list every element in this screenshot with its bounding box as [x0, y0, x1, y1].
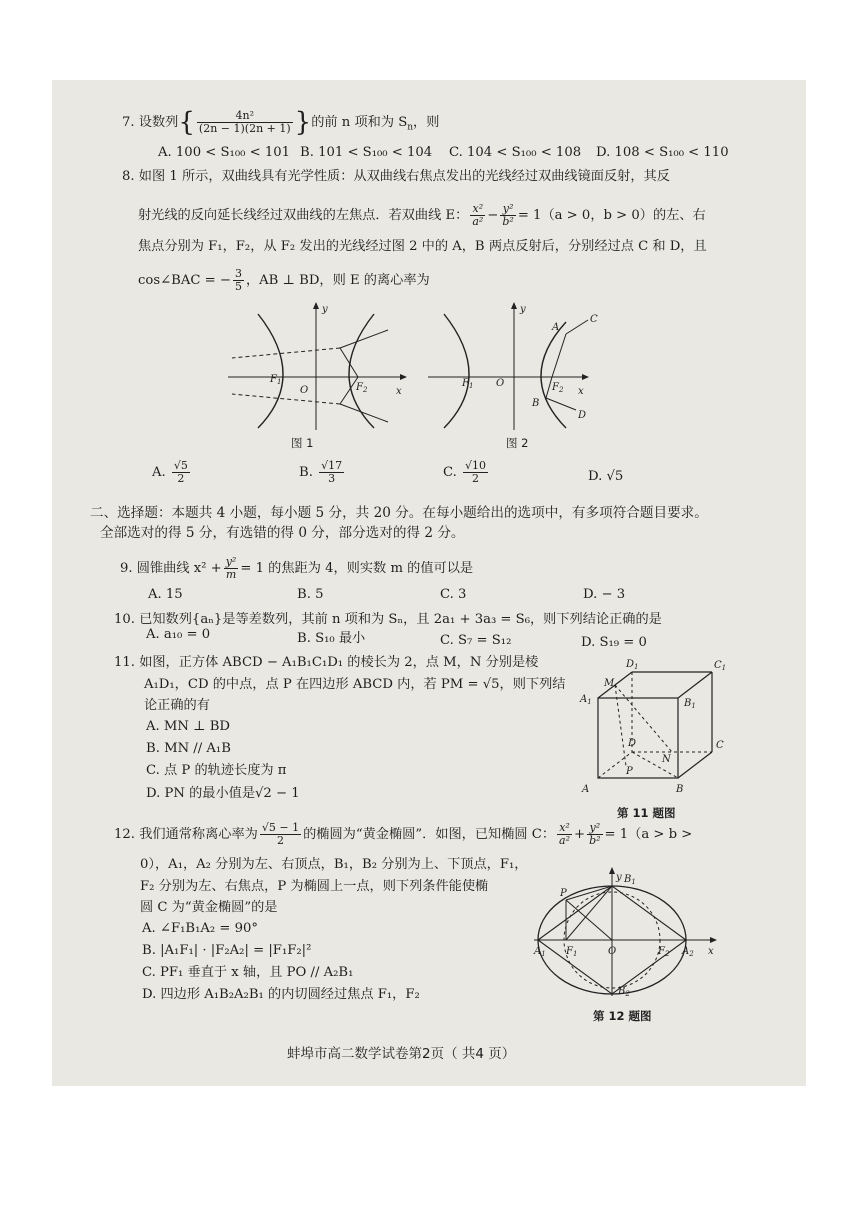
fig2-right-branch	[541, 322, 566, 428]
svg-text:M: M	[604, 678, 615, 689]
section2-title: 二、选择题：本题共 4 小题，每小题 5 分，共 20 分。在每小题给出的选项中，有多项符合题目要求。	[90, 505, 708, 521]
svg-text:D: D	[578, 410, 587, 421]
q8-option-c: C. $\frac{√10}{2}$	[443, 459, 487, 485]
svg-text:B: B	[676, 784, 684, 795]
q11-line1: 11. 如图，正方体 ABCD − A₁B₁C₁D₁ 的棱长为 2，点 M，N 分别是棱	[114, 655, 539, 670]
svg-text:x: x	[396, 386, 402, 397]
q10-option-d: D. S₁₉ = 0	[581, 635, 647, 650]
q11-caption: 第 11 题图	[617, 806, 676, 820]
svg-text:B1: $B_1$	[624, 874, 636, 886]
q12-option-d: D. 四边形 A₁B₂A₂B₁ 的内切圆经过焦点 F₁，F₂	[142, 987, 420, 1002]
svg-text:D: D	[628, 738, 637, 749]
svg-text:F1: $F_1$	[566, 946, 578, 958]
q8-line1: 8. 如图 1 所示，双曲线具有光学性质：从双曲线右焦点发出的光线经过双曲线镜面反射，其反	[122, 169, 670, 184]
q11-option-b: B. MN // A₁B	[146, 741, 231, 756]
q11-line2: A₁D₁，CD 的中点，点 P 在四边形 ABCD 内，若 PM = √5，则下列结	[144, 677, 566, 692]
svg-text:B: B	[532, 398, 540, 409]
svg-text:N: N	[662, 754, 671, 765]
fig2-caption: 图 2	[506, 436, 529, 450]
q11-cube-figure	[574, 654, 734, 804]
q8-figure-1	[228, 300, 408, 432]
svg-text:A1: $A_1$	[580, 694, 592, 706]
svg-text:A: A	[552, 322, 560, 333]
svg-text:F2: $F_2$	[356, 382, 368, 394]
q7-stem: 7. 设数列{ $\frac{\text{4n²}}{(2n - 1)(2n + 1)}$ }的前 n 项和为 $S_n$，则	[122, 107, 440, 138]
svg-text:B2: $B_2$	[618, 986, 630, 998]
q9-option-c: C. 3	[440, 587, 467, 602]
q12-line1: 12. 我们通常称离心率为 $\frac{√5 - 1}{2}$ 的椭圆为“黄金椭圆”．如图，已知椭圆 C： $\frac{\text{x²}}{\text{a²}}$ + $\frac{\text{y²}}{\text{b²}}$ = 1（a > b >	[114, 821, 693, 847]
svg-text:x: x	[578, 386, 584, 397]
svg-text:O: O	[300, 385, 309, 396]
svg-text:C1: $C_1$	[714, 660, 727, 672]
q7-option-b: B. 101 < S₁₀₀ < 104	[300, 145, 433, 160]
q11-option-c: C. 点 P 的轨迹长度为 π	[146, 763, 287, 778]
svg-text:F1: $F_1$	[462, 378, 474, 390]
svg-text:A1: $A_1$	[534, 946, 546, 958]
q8-figure-2	[428, 300, 608, 432]
svg-text:P: P	[626, 766, 633, 777]
svg-text:A: A	[582, 784, 590, 795]
q7-option-c: C. 104 < S₁₀₀ < 108	[449, 145, 582, 160]
q11-option-a: A. MN ⊥ BD	[146, 719, 230, 734]
q10-option-b: B. S₁₀ 最小	[297, 631, 366, 646]
svg-text:D1: $D_1$	[626, 659, 639, 671]
svg-text:C: C	[590, 314, 598, 325]
q11-line3: 论正确的有	[144, 698, 210, 713]
q8-line3: 焦点分别为 F₁，F₂，从 F₂ 发出的光线经过图 2 中的 A，B 两点反射后，分别经过点 C 和 D，且	[138, 239, 707, 254]
q12-line3: F₂ 分别为左、右焦点，P 为椭圆上一点，则下列条件能使椭	[140, 879, 489, 894]
fig2-left-branch	[444, 314, 469, 428]
q12-option-c: C. PF₁ 垂直于 x 轴，且 PO // A₂B₁	[142, 965, 354, 980]
q9-option-a: A. 15	[148, 587, 183, 602]
q8-line2: 射光线的反向延长线经过双曲线的左焦点．若双曲线 E： $\frac{\text{x²}}{\text{a²}}$ − $\frac{\text{y²}}{\text{b²}}$ = 1（a > 0，b > 0）的左、右	[138, 202, 706, 228]
svg-text:A2: $A_2$	[682, 946, 694, 958]
svg-text:F2: $F_2$	[552, 382, 564, 394]
q9-option-d: D. − 3	[583, 587, 626, 602]
page-footer: 蚌埠市高二数学试卷第2页（ 共4 页）	[287, 1046, 516, 1062]
section2-line2: 全部选对的得 5 分，有选错的得 0 分，部分选对的得 2 分。	[100, 525, 465, 541]
svg-text:O: O	[608, 946, 617, 957]
q12-option-b: B. |A₁F₁| · |F₂A₂| = |F₁F₂|²	[142, 943, 312, 958]
q8-option-d: D. √5	[588, 469, 624, 484]
q10-option-c: C. S₇ = S₁₂	[440, 633, 512, 648]
svg-text:C: C	[716, 740, 724, 751]
q8-option-a: A. $\frac{√5}{2}$	[152, 459, 188, 485]
q8-option-b: B. $\frac{√17}{3}$	[299, 459, 343, 485]
svg-text:P: P	[560, 888, 567, 899]
svg-text:F2: $F_2$	[658, 946, 670, 958]
q8-line4: cos∠BAC = − $\frac{3}{5}$ ，AB ⊥ BD，则 E 的离心率为	[138, 267, 430, 293]
svg-text:B1: $B_1$	[684, 698, 696, 710]
q12-ellipse-figure	[530, 866, 720, 998]
q10-option-a: A. a₁₀ = 0	[146, 627, 211, 642]
q7-option-d: D. 108 < S₁₀₀ < 110	[596, 145, 729, 160]
svg-text:y: y	[616, 872, 622, 883]
q12-caption: 第 12 题图	[593, 1009, 652, 1023]
q11-option-d: D. PN 的最小值是√2 − 1	[146, 786, 300, 801]
fig1-right-branch	[349, 314, 374, 428]
q12-option-a: A. ∠F₁B₁A₂ = 90°	[142, 921, 258, 936]
svg-text:O: O	[496, 378, 505, 389]
q12-line4: 圆 C 为“黄金椭圆”的是	[140, 900, 278, 915]
q7-option-a: A. 100 < S₁₀₀ < 101	[158, 145, 291, 160]
q12-line2: 0），A₁，A₂ 分别为左、右顶点，B₁，B₂ 分别为上、下顶点，F₁，	[140, 857, 528, 872]
q9-option-b: B. 5	[297, 587, 324, 602]
q9-stem: 9. 圆锥曲线 x² + $\frac{\text{y²}}{m}$ = 1 的焦距为 4，则实数 m 的值可以是	[120, 555, 474, 581]
q10-stem: 10. 已知数列{aₙ}是等差数列，其前 n 项和为 Sₙ，且 2a₁ + 3a₃ = S₆，则下列结论正确的是	[114, 612, 662, 627]
fig1-caption: 图 1	[291, 436, 314, 450]
svg-text:F1: $F_1$	[270, 374, 282, 386]
svg-text:x: x	[708, 946, 714, 957]
svg-text:y: y	[322, 304, 328, 315]
svg-text:y: y	[520, 304, 526, 315]
fig1-left-branch	[258, 314, 283, 428]
